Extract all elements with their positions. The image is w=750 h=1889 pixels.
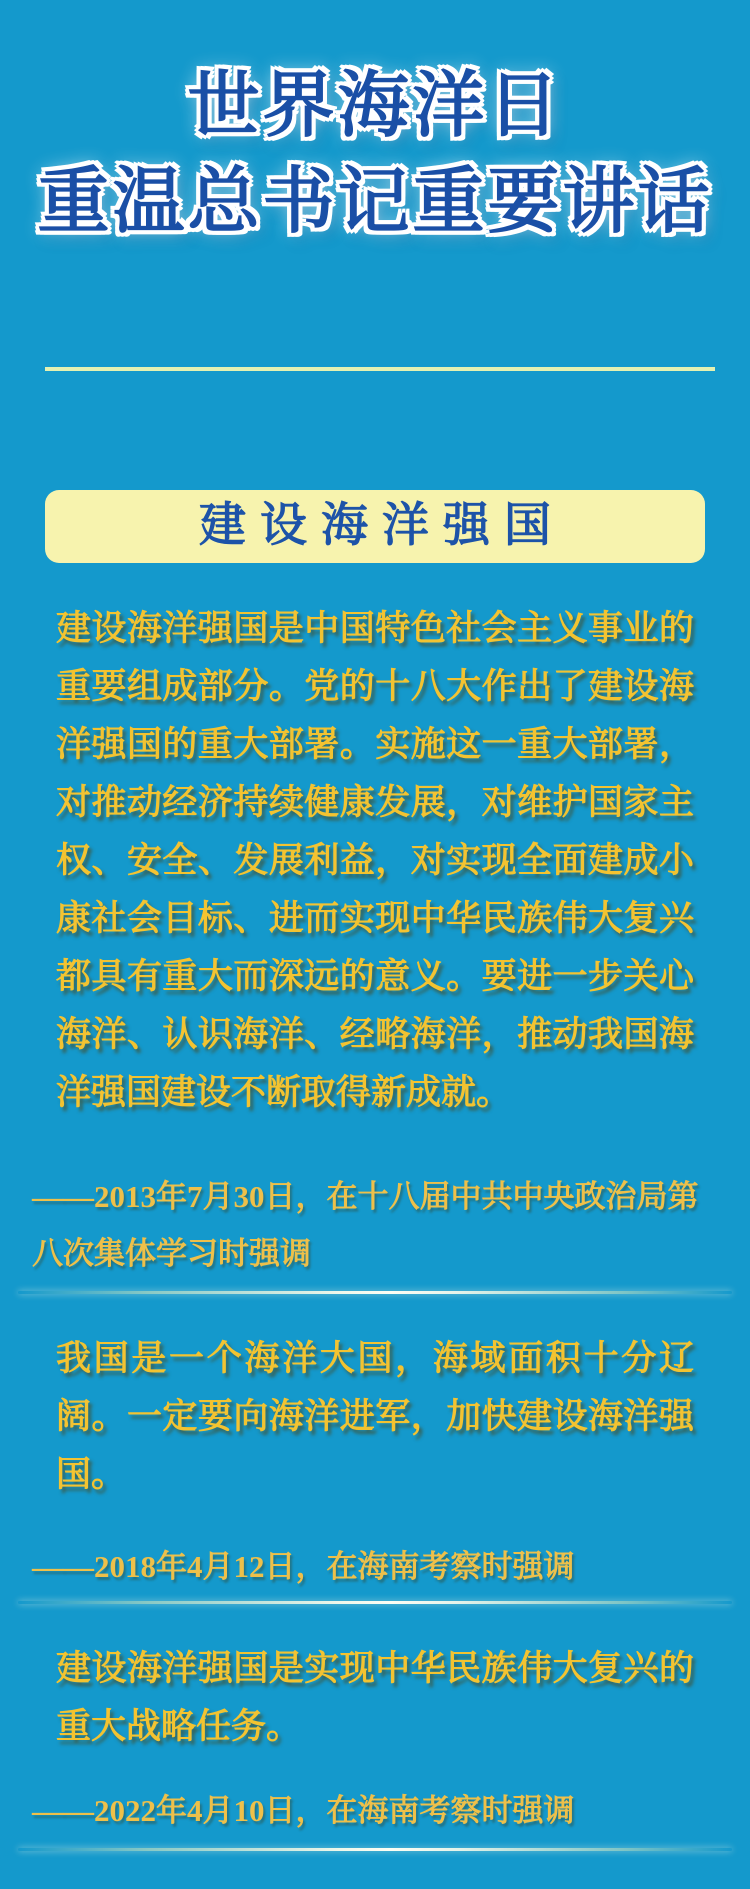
quote-text-2: 我国是一个海洋大国，海域面积十分辽阔。一定要向海洋进军，加快建设海洋强国。 [56, 1339, 694, 1495]
quote-text-3: 建设海洋强国是实现中华民族伟大复兴的重大战略任务。 [56, 1649, 694, 1747]
poster-title-line-1: 世界海洋日 [187, 66, 563, 146]
section-divider-2 [18, 1601, 732, 1604]
title-divider-line [45, 367, 715, 371]
poster-title [0, 58, 750, 250]
section-divider-1 [18, 1291, 732, 1294]
quote-text-1: 建设海洋强国是中国特色社会主义事业的重要组成部分。党的十八大作出了建设海洋强国的重大部署。实施这一重大部署，对推动经济持续健康发展，对维护国家主权、安全、发展利益，对实现全面建成小康社会目标、进而实现中华民族伟大复兴都具有重大而深远的意义。要进一步关心海洋、认识海洋、经略海洋，推动我国海洋强国建设不断取得新成就。 [56, 609, 694, 1113]
quote-attribution-3: ——2022年4月10日，在海南考察时强调 [32, 1793, 575, 1828]
quote-attribution-2: ——2018年4月12日，在海南考察时强调 [32, 1549, 575, 1584]
section-heading-label: 建设海洋强国 [199, 500, 565, 552]
section-heading-box [45, 490, 705, 563]
quote-attribution-1: ——2013年7月30日，在十八届中共中央政治局第八次集体学习时强调 [32, 1179, 699, 1271]
poster-title-line-2: 重温总书记重要讲话 [37, 162, 713, 242]
bottom-divider [18, 1848, 732, 1851]
